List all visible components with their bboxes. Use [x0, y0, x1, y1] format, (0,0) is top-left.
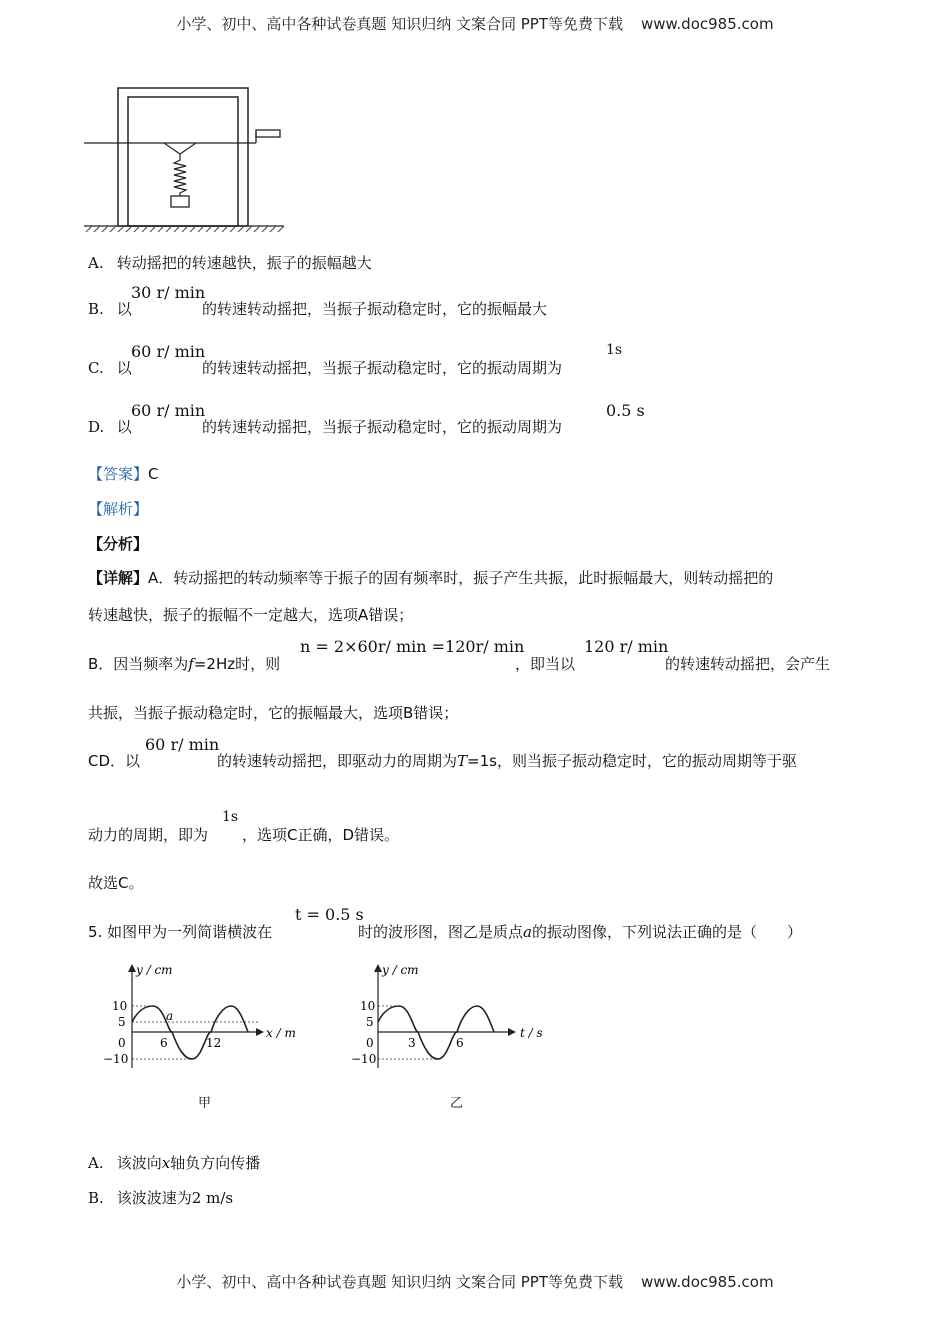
- option-var: x: [161, 1154, 171, 1172]
- fig1-xlabel: x / m: [266, 1026, 296, 1040]
- q4-option-c-expr2: 1s: [606, 342, 623, 358]
- option-label: B.: [88, 300, 104, 318]
- option-text-pre: 以: [116, 300, 132, 318]
- header-url[interactable]: www.doc985.com: [640, 15, 774, 33]
- q4-option-c-expr: 60 r/ min: [131, 342, 206, 361]
- q5-option-a[interactable]: [88, 1152, 260, 1173]
- detail-cd-expr: 60 r/ min: [145, 735, 220, 754]
- q4-option-d-expr: 60 r/ min: [131, 401, 206, 420]
- fig1-point-label: a: [166, 1009, 174, 1023]
- option-label: D.: [88, 418, 105, 436]
- option-text-pre: 该波波速为: [116, 1189, 192, 1207]
- detail-b-text-a: B．因当频率为: [88, 655, 189, 673]
- detail-b-line1: [88, 653, 280, 674]
- fig1-ytick-5: 5: [118, 1015, 126, 1029]
- option-text-pre: 以: [116, 359, 132, 377]
- fig2-xlabel: t / s: [520, 1026, 543, 1040]
- q4-option-a[interactable]: [88, 252, 372, 273]
- vibration-figure-yi: [350, 958, 560, 1078]
- fig1-ytick-neg10: −10: [103, 1052, 129, 1066]
- fenxi-tag: 【分析】: [88, 535, 149, 553]
- detail-b-expr2: 120 r/ min: [584, 637, 669, 656]
- detail-a-line1: [88, 567, 773, 588]
- detail-b-f: f: [188, 655, 194, 673]
- fig2-ytick-10: 10: [360, 999, 376, 1013]
- fig2-ylabel: y / cm: [382, 963, 419, 977]
- q4-option-b-expr: 30 r/ min: [131, 283, 206, 302]
- fig1-xtick-12: 12: [206, 1036, 222, 1050]
- q4-option-c[interactable]: [88, 357, 132, 378]
- q4-option-b-post: 的转速转动摇把，当振子振动稳定时，它的振幅最大: [202, 300, 548, 318]
- q4-option-d-post: 的转速转动摇把，当振子振动稳定时，它的振动周期为: [202, 418, 563, 436]
- option-var: 2 m/s: [191, 1189, 234, 1207]
- option-label: A.: [88, 1154, 104, 1172]
- q4-option-d-expr2: 0.5 s: [606, 401, 645, 420]
- detail-cd-expr2: 1s: [222, 809, 239, 825]
- detail-cd-line2-pre: 动力的周期，即为: [88, 826, 209, 844]
- detail-cd-text-b: 的转速转动摇把，即驱动力的周期为: [217, 752, 458, 770]
- footer-url[interactable]: www.doc985.com: [640, 1273, 774, 1291]
- q5-stem-expr: t = 0.5 s: [295, 905, 364, 924]
- option-label: C.: [88, 359, 104, 377]
- footer-text: 小学、初中、高中各种试卷真题 知识归纳 文案合同 PPT等免费下载: [176, 1273, 623, 1291]
- fig2-xtick-6: 6: [456, 1036, 464, 1050]
- option-text-post: 轴负方向传播: [170, 1154, 261, 1172]
- detail-b-expr: n = 2×60r/ min =120r/ min: [300, 637, 525, 656]
- detail-cd-line1-rest: [217, 750, 797, 771]
- option-label: A.: [88, 254, 104, 272]
- q5-stem-c: 的振动图像，下列说法正确的是（ ）: [531, 923, 802, 941]
- option-text: 转动摇把的转速越快，振子的振幅越大: [116, 254, 372, 272]
- fig1-ylabel: y / cm: [136, 963, 173, 977]
- detail-tag: 【详解】: [88, 569, 149, 587]
- fig1-xtick-6: 6: [160, 1036, 168, 1050]
- fig1-caption: 甲: [198, 1096, 212, 1111]
- detail-b-text-b: =2Hz时，则: [193, 655, 281, 673]
- detail-a-line2: 转速越快，振子的振幅不一定越大，选项A错误；: [88, 606, 414, 624]
- answer-line: [88, 463, 159, 484]
- q5-stem-a: 5. 如图甲为一列简谐横波在: [88, 923, 273, 941]
- option-label: B.: [88, 1189, 104, 1207]
- fig2-ytick-5: 5: [366, 1015, 374, 1029]
- fig2-xtick-3: 3: [408, 1036, 416, 1050]
- conclusion: 故选C。: [88, 874, 144, 892]
- fig1-ytick-10: 10: [112, 999, 128, 1013]
- q4-option-c-post: 的转速转动摇把，当振子振动稳定时，它的振动周期为: [202, 359, 563, 377]
- fig2-caption: 乙: [450, 1096, 464, 1111]
- detail-cd-text-c: =1s，则当振子振动稳定时，它的振动周期等于驱: [467, 752, 797, 770]
- detail-cd-T: T: [457, 752, 468, 770]
- fig2-ytick-0: 0: [366, 1036, 374, 1050]
- q4-option-b[interactable]: [88, 298, 132, 319]
- q5-option-b[interactable]: [88, 1187, 233, 1208]
- detail-b-text-d: 的转速转动摇把，会产生: [665, 655, 831, 673]
- detail-cd-line2-post: ，选项C正确，D错误。: [242, 826, 400, 844]
- answer-tag: 【答案】: [88, 465, 149, 483]
- spring-apparatus-figure: [84, 86, 284, 236]
- fig1-ytick-0: 0: [118, 1036, 126, 1050]
- page-header: [0, 13, 950, 34]
- answer-value: C: [148, 465, 159, 483]
- detail-cd-pre: CD．以: [88, 752, 141, 770]
- detail-a-text: A．转动摇把的转动频率等于振子的固有频率时，振子产生共振，此时振幅最大，则转动摇把的: [148, 569, 774, 587]
- fig2-ytick-neg10: −10: [351, 1052, 377, 1066]
- analysis-tag: 【解析】: [88, 500, 149, 518]
- q5-stem-var: a: [523, 923, 532, 941]
- detail-b-text-c: ，即当以: [515, 655, 576, 673]
- page-footer: [0, 1271, 950, 1292]
- q5-stem-b: 时的波形图，图乙是质点: [358, 923, 524, 941]
- header-text: 小学、初中、高中各种试卷真题 知识归纳 文案合同 PPT等免费下载: [176, 15, 623, 33]
- option-text-pre: 该波向: [116, 1154, 162, 1172]
- option-text-pre: 以: [116, 418, 132, 436]
- detail-b-line2: 共振，当振子振动稳定时，它的振幅最大，选项B错误；: [88, 704, 459, 722]
- wave-figure-jia: [98, 958, 308, 1078]
- q4-option-d[interactable]: [88, 416, 132, 437]
- q5-stem-rest: [358, 921, 802, 942]
